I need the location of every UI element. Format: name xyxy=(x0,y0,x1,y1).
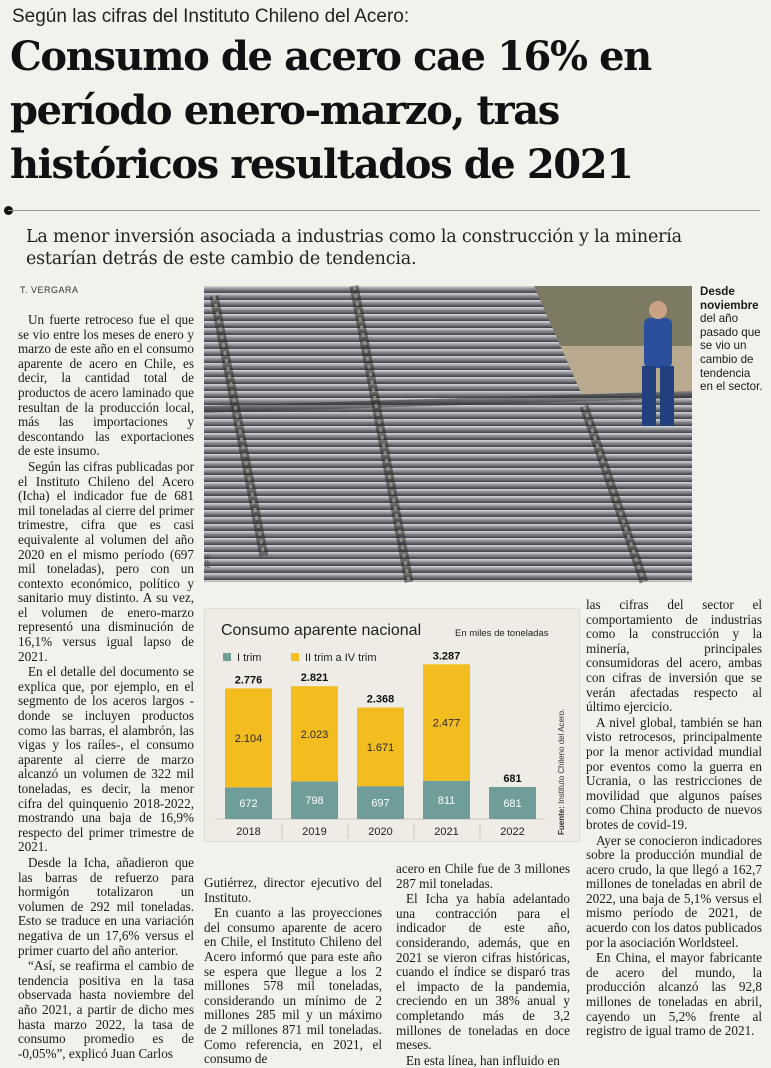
paragraph: En esta línea, han influido en xyxy=(406,1052,560,1068)
bar-label-2020-0: 697 xyxy=(371,797,390,810)
paragraph: En China, el mayor fabricante de acero del mundo, la producción alcanzó las 92,8 millones de toneladas en abril, cayendo un 5,2% frente al registro de igual tramo de 2021. xyxy=(586,950,762,1039)
chart-source-text: Instituto Chileno del Acero. xyxy=(557,708,566,804)
bar-label-2021-0: 811 xyxy=(437,794,456,807)
legend-swatch-0 xyxy=(223,653,231,661)
chart-source xyxy=(557,709,566,835)
article-column-1 xyxy=(18,313,194,1061)
paragraph: Gutiérrez, director ejecutivo del Instituto. xyxy=(204,875,382,905)
steel-bars-photo xyxy=(204,286,692,582)
article-byline: T. VERGARA xyxy=(20,285,79,295)
total-label-2021: 3.287 xyxy=(432,650,461,663)
bar-label-2018-1: 2.104 xyxy=(234,732,263,745)
paragraph: Ayer se conocieron indicadores sobre la producción mundial de acero crudo, la que llegó a 162,7 millones de toneladas en abril de 2022, una baja de 5,1% versus el mismo período de 2021, de acuerdo con los datos publicados por la asociación Worldsteel. xyxy=(586,832,762,950)
article-subhead: La menor inversión asociada a industrias como la construcción y la minería estarían detrás de este cambio de tendencia. xyxy=(26,227,682,269)
paragraph: El Icha ya había adelantado una contracción para el indicador de este año, considerando, además, que en 2021 se vieron cifras históricas, cuando el índice se disparó tras el impacto de la pandemia, creciendo en un 38% anual y completando más de 3,2 millones de toneladas en doce meses. xyxy=(396,891,570,1053)
x-tick-2019: 2019 xyxy=(302,826,327,838)
paragraph: A nivel global, también se han visto retrocesos, principalmente por la menor actividad mundial por eventos como la guerra en Ucrania, o las restricciones de movilidad que algunos países como China producto de nuevos brotes de covid-19. xyxy=(586,714,762,832)
paragraph: “Así, se reafirma el cambio de tendencia positiva en la tasa observada hasta noviembre del año 2021, a partir de dicho mes hasta marzo 2022, la tasa de consumo promedio es de -0,05%”, explicó Juan Carlos xyxy=(18,958,194,1061)
photo-caption xyxy=(700,285,766,394)
chart-source-label: Fuente: xyxy=(557,806,566,835)
paragraph: acero en Chile fue de 3 millones 287 mil toneladas. xyxy=(396,861,570,891)
article-column-2 xyxy=(204,876,382,1067)
bar-label-2018-0: 672 xyxy=(239,798,258,811)
paragraph: En cuanto a las proyecciones del consumo aparente de acero en Chile, el Instituto Chileno del Acero informó que para este año se espera que llegue a los 2 millones 578 mil toneladas, considerando un mínimo de 2 millones 285 mil y un máximo de 2 millones 871 mil toneladas. Como referencia, en 2021, el consumo de xyxy=(204,905,382,1067)
x-tick-2018: 2018 xyxy=(236,826,261,838)
paragraph: las cifras del sector el comportamiento de industrias como la construcción y la minería, principales consumidoras del acero, ambas con cifras de inversión que se verán afectadas respecto al último ejercicio. xyxy=(586,597,762,715)
paragraph: Un fuerte retroceso fue el que se vio entre los meses de enero y marzo de este año en el consumo aparente de acero en Chile, es decir, la cantidad total de productos de acero laminado que resultan de la producción local, más las importaciones y descontando las exportaciones de este insumo. xyxy=(18,312,194,459)
bar-label-2019-0: 798 xyxy=(305,795,324,808)
article-column-3 xyxy=(396,862,570,1068)
article-kicker: Según las cifras del Instituto Chileno del Acero: xyxy=(12,6,410,27)
x-tick-2021: 2021 xyxy=(434,826,459,838)
bar-label-2020-1: 1.671 xyxy=(366,741,395,754)
chart-unit: En miles de toneladas xyxy=(455,628,549,639)
headline-rule xyxy=(8,210,760,211)
article-headline: Consumo de acero cae 16% en período enero-marzo, tras históricos resultados de 2021 xyxy=(10,33,651,188)
paragraph: Según las cifras publicadas por el Instituto Chileno del Acero (Icha) el indicador fue de 681 mil toneladas al cierre del primer trimestre, cifra que es casi equivalente al volumen del año 2020 en el mismo período (697 mil toneladas), pero con un contexto económico, político y sanitario muy distinto. A su vez, el volumen de enero-marzo representó una disminución de 16,1% versus igual lapso de 2021. xyxy=(18,458,194,664)
bar-label-2022-0: 681 xyxy=(503,797,522,810)
x-tick-2022: 2022 xyxy=(500,826,525,838)
bar-label-2021-1: 2.477 xyxy=(432,717,461,730)
photo-credit: EFE xyxy=(205,554,212,568)
article-column-4 xyxy=(586,598,762,1039)
chart-box xyxy=(204,608,580,842)
legend-label-0: I trim xyxy=(237,652,262,664)
legend-label-1: II trim a IV trim xyxy=(305,652,377,664)
total-label-2020: 2.368 xyxy=(366,693,395,706)
total-label-2019: 2.821 xyxy=(300,672,329,685)
caption-text: del año pasado que se vio un cambio de tendencia en el sector. xyxy=(700,312,763,394)
chart-svg xyxy=(205,609,581,843)
caption-bold: Desde noviembre xyxy=(700,285,759,312)
total-label-2018: 2.776 xyxy=(234,674,263,687)
chart-title: Consumo aparente nacional xyxy=(221,622,422,639)
paragraph: Desde la Icha, añadieron que las barras de refuerzo para hormigón totalizaron un volumen de 292 mil toneladas. Esto se traduce en una variación negativa de un 17,6% versus el primer cuarto del año anterior. xyxy=(18,854,194,958)
x-tick-2020: 2020 xyxy=(368,826,393,838)
paragraph: En el detalle del documento se explica que, por ejemplo, en el segmento de los aceros largos -donde se incluyen productos como las barras, el alambrón, las vigas y los raíles-, el consumo aparente al cierre de marzo alcanzó un volumen de 322 mil toneladas, es decir, la menor cifra del quinquenio 2018-2022, mostrando una baja de 16,9% respecto del primer trimestre de 2021. xyxy=(18,664,194,855)
steel-bars-illustration xyxy=(204,286,692,582)
legend-swatch-1 xyxy=(291,653,299,661)
bar-label-2019-1: 2.023 xyxy=(300,728,329,741)
total-label-2022: 681 xyxy=(503,772,522,785)
